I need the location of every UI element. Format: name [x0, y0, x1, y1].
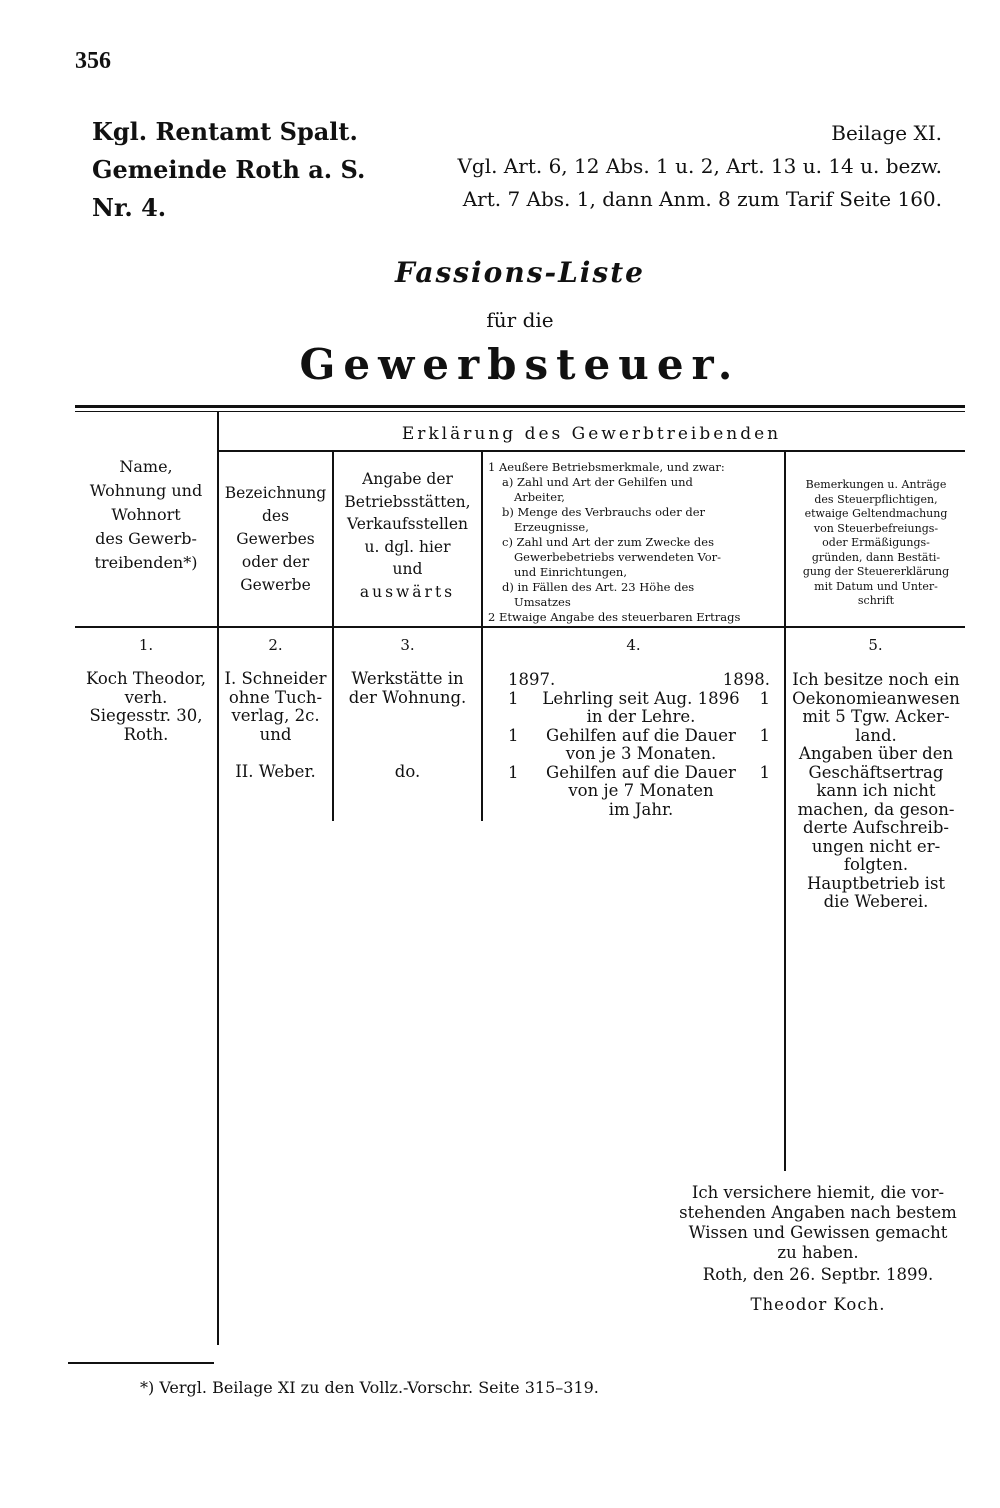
- page-number: 356: [75, 48, 111, 74]
- employee-desc-line: von je 3 Monaten.: [565, 744, 717, 763]
- employee-row: [500, 727, 770, 764]
- number-line: Nr. 4.: [92, 193, 167, 222]
- place-date: Roth, den 26. Septbr. 1899.: [702, 1265, 934, 1284]
- employee-desc-line: von je 7 Monaten: [568, 781, 714, 800]
- remark-line: Oekonomieanwesen: [792, 688, 960, 708]
- year-1898: 1898.: [722, 670, 770, 689]
- count-1898: 1: [759, 725, 770, 745]
- remark-line: Hauptbetrieb ist: [806, 873, 946, 893]
- trade-line: I. Schneider: [224, 669, 327, 688]
- col-number-3: 3.: [400, 636, 415, 654]
- col5-header-line: des Steuerpflichtigen,: [814, 492, 938, 506]
- col5-header-line: schrift: [857, 594, 895, 607]
- col4-header-line: Gewerbebetriebs verwendeten Vor-: [514, 550, 722, 564]
- remark-line: kann ich nicht: [816, 781, 936, 800]
- col-number-2: 2.: [268, 636, 283, 654]
- trade-line: verlag, 2c.: [231, 706, 320, 725]
- taxpayer-town: Roth.: [123, 724, 169, 744]
- header-right: [382, 117, 942, 216]
- declaration-line: stehenden Angaben nach bestem: [679, 1203, 957, 1222]
- premises-line: do.: [394, 761, 421, 781]
- count-1898: 1: [759, 688, 770, 708]
- employee-desc-line: Lehrling seit Aug. 1896: [542, 688, 740, 708]
- remark-line: ungen nicht er-: [811, 836, 941, 856]
- remark-line: machen, da geson-: [797, 799, 955, 819]
- col3-header: [334, 468, 481, 603]
- appendix-label: Beilage XI.: [831, 121, 942, 145]
- col5-header-line: mit Datum und Unter-: [814, 579, 938, 593]
- remark-line: folgten.: [843, 855, 909, 874]
- premises-line: [334, 707, 481, 726]
- col3-header-line: u. dgl. hier: [364, 537, 451, 556]
- employee-desc: [526, 764, 756, 820]
- remark-line: mit 5 Tgw. Acker-: [802, 707, 950, 726]
- employee-desc-line: Gehilfen auf die Dauer: [546, 725, 736, 745]
- col4-header-line: c) Zahl und Art der zum Zwecke des: [502, 535, 715, 549]
- col1-data: [75, 670, 217, 744]
- col4-header-line: Erzeugnisse,: [514, 520, 589, 534]
- title-fassions-liste: Fassions-Liste: [395, 256, 645, 289]
- col2-header-line: Gewerbe: [240, 576, 311, 594]
- remark-line: derte Aufschreib-: [803, 818, 949, 837]
- count-1897: 1: [508, 725, 519, 745]
- col-number-4: 4.: [626, 636, 641, 654]
- col5-header-line: von Steuerbefreiungs-: [813, 521, 939, 535]
- signature: Theodor Koch.: [750, 1295, 886, 1314]
- employee-desc: [526, 690, 756, 727]
- premises-line: [334, 726, 481, 745]
- trade-line: ohne Tuch-: [228, 687, 323, 707]
- col1-header-line: Name,: [119, 457, 173, 476]
- col3-header-line: Verkaufsstellen: [346, 515, 469, 533]
- premises-line: der Wohnung.: [348, 687, 467, 707]
- title-fuer-die: für die: [486, 308, 554, 332]
- col4-header-line: und Einrichtungen,: [514, 565, 627, 579]
- title-gewerbsteuer: Gewerbsteuer.: [299, 340, 741, 389]
- municipality-line: Gemeinde Roth a. S.: [92, 155, 366, 184]
- count-1897: 1: [508, 762, 519, 782]
- footnote: *) Vergl. Beilage XI zu den Vollz.-Vorschr. Seite 315–319.: [140, 1378, 599, 1397]
- remark-line: Ich besitze noch ein: [792, 670, 960, 689]
- premises-line: Werkstätte in: [351, 669, 464, 688]
- employee-desc-line: Gehilfen auf die Dauer: [546, 762, 736, 782]
- remark-line: die Weberei.: [823, 892, 929, 911]
- declaration-line: Wissen und Gewissen gemacht: [688, 1223, 948, 1242]
- declaration-line: Ich versichere hiemit, die vor-: [691, 1183, 945, 1202]
- year-row: [500, 671, 770, 690]
- footnote-rule: [68, 1362, 214, 1364]
- col2-header-line: oder der: [241, 553, 310, 571]
- office-line: Kgl. Rentamt Spalt.: [92, 117, 358, 146]
- col4-header-line: b) Menge des Verbrauchs oder der: [502, 505, 706, 519]
- year-1897: 1897.: [508, 670, 556, 689]
- col1-header: [75, 455, 217, 575]
- col4-header-line: Umsatzes: [514, 595, 571, 609]
- premises-line: [334, 744, 481, 763]
- count-1897: 1: [508, 688, 519, 708]
- trade-line: [219, 744, 332, 763]
- col1-header-line: des Gewerb-: [95, 529, 197, 548]
- col5-header-line: Bemerkungen u. Anträge: [805, 478, 947, 491]
- col5-header: [787, 478, 965, 609]
- taxpayer-status: verh.: [124, 687, 168, 707]
- col4-header: [488, 460, 780, 625]
- column-divider-4: [784, 451, 786, 1171]
- col5-header-line: oder Ermäßigungs-: [822, 536, 930, 549]
- col4-header-line: a) Zahl und Art der Gehilfen und: [502, 475, 693, 489]
- declaration-line: zu haben.: [777, 1243, 859, 1262]
- col3-data: [334, 670, 481, 781]
- col2-header-line: Gewerbes: [236, 530, 315, 548]
- col3-header-line: Betriebsstätten,: [344, 492, 471, 511]
- count-1898: 1: [759, 762, 770, 782]
- col2-header: [219, 482, 332, 597]
- col4-header-line: 2 Etwaige Angabe des steuerbaren Ertrags: [488, 610, 741, 624]
- trade-line: II. Weber.: [235, 761, 316, 781]
- col3-header-line: auswärts: [359, 582, 456, 601]
- col1-header-line: Wohnort: [111, 505, 181, 524]
- reference-line-2: Art. 7 Abs. 1, dann Anm. 8 zum Tarif Seite 160.: [462, 187, 942, 211]
- col3-header-line: Angabe der: [362, 470, 453, 488]
- header-bottom-rule: [75, 626, 965, 628]
- employee-desc: [526, 727, 756, 764]
- col4-header-line: d) in Fällen des Art. 23 Höhe des: [502, 580, 695, 594]
- col4-data: [500, 671, 770, 819]
- remark-line: land.: [855, 725, 897, 745]
- remark-line: Geschäftsertrag: [808, 762, 944, 782]
- taxpayer-name: Koch Theodor,: [85, 669, 207, 688]
- col4-header-line: 1 Aeußere Betriebsmerkmale, und zwar:: [488, 460, 725, 474]
- group-header-rule: [218, 450, 965, 452]
- employee-row: [500, 690, 770, 727]
- employee-desc-line: in der Lehre.: [586, 707, 696, 726]
- table-top-rule: [75, 405, 965, 408]
- col1-header-line: treibenden*): [94, 553, 198, 572]
- col2-header-line: Bezeichnung: [224, 484, 327, 502]
- table-top-rule-thin: [75, 411, 965, 412]
- trade-line: und: [259, 724, 292, 744]
- col1-header-line: Wohnung und: [89, 481, 203, 500]
- col5-header-line: etwaige Geltendmachung: [804, 507, 948, 520]
- col-number-5: 5.: [868, 636, 883, 654]
- col4-header-line: Arbeiter,: [514, 490, 565, 504]
- group-header: Erklärung des Gewerbtreibenden: [401, 424, 782, 444]
- taxpayer-street: Siegesstr. 30,: [89, 706, 203, 725]
- reference-line-1: Vgl. Art. 6, 12 Abs. 1 u. 2, Art. 13 u. 14 u. bezw.: [457, 154, 942, 178]
- col-number-1: 1.: [138, 636, 154, 654]
- col2-header-line: des: [261, 507, 290, 525]
- declaration: [672, 1183, 964, 1263]
- employee-desc-line: im Jahr.: [608, 799, 674, 819]
- col5-data: [790, 671, 962, 912]
- employee-row: [500, 764, 770, 820]
- col5-header-line: gung der Steuererklärung: [802, 565, 950, 578]
- col3-header-line: und: [392, 560, 423, 578]
- header-left: [92, 113, 365, 227]
- col5-header-line: gründen, dann Bestäti-: [811, 550, 941, 564]
- col2-data: [219, 670, 332, 781]
- remark-line: Angaben über den: [798, 744, 954, 763]
